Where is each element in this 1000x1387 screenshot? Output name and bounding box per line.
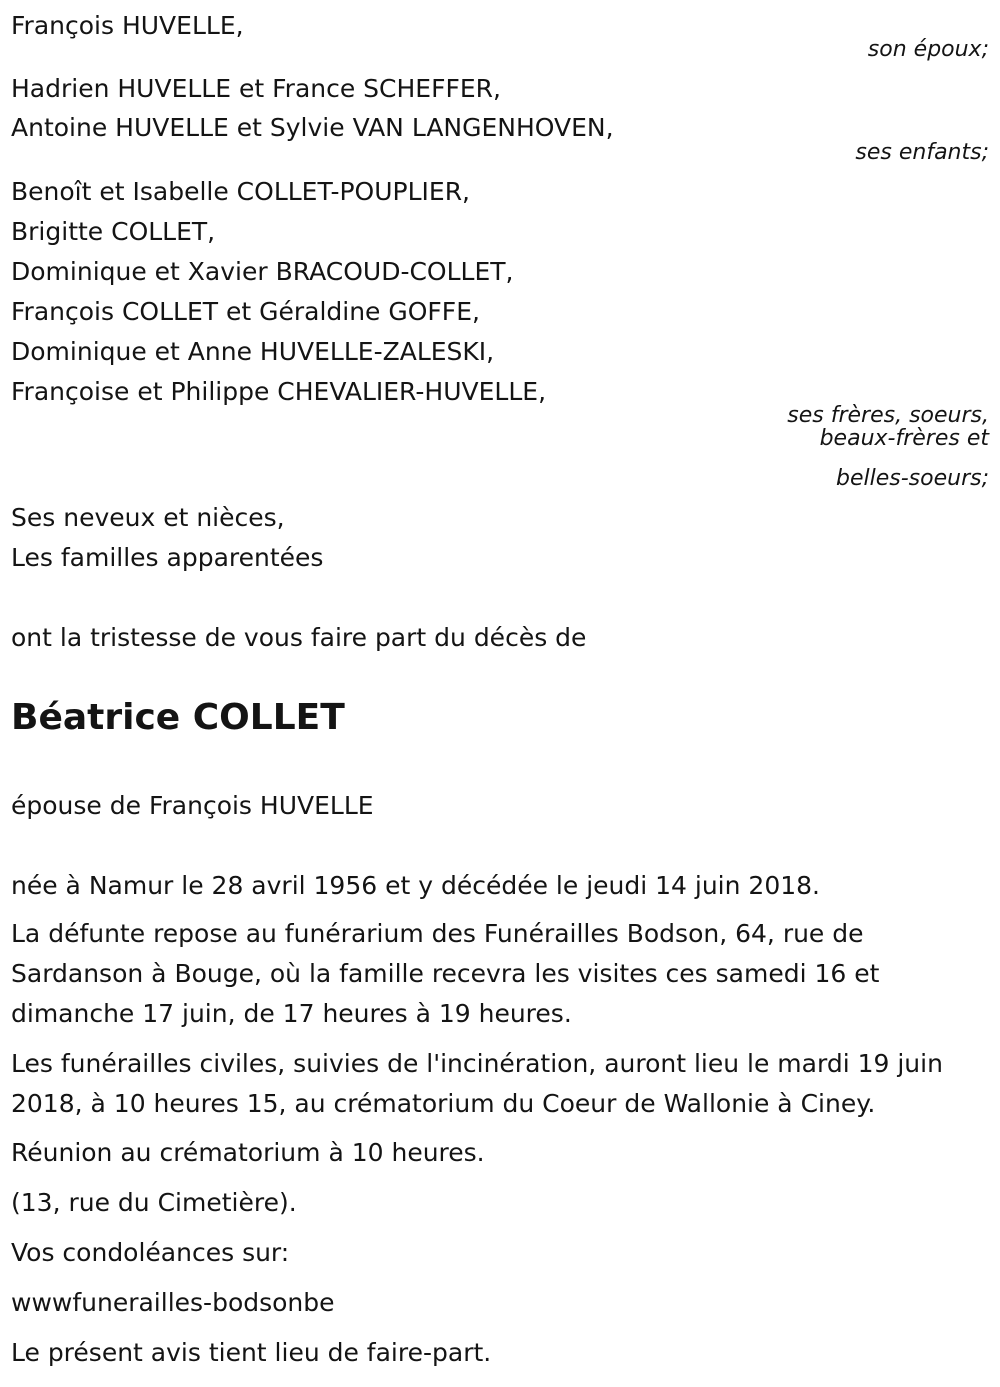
sibling-line-6: Françoise et Philippe CHEVALIER-HUVELLE, [11, 377, 547, 406]
sibling-line-3: Dominique et Xavier BRACOUD-COLLET, [11, 257, 514, 286]
visitation-paragraph [11, 914, 991, 1034]
siblings-role-line-1: ses frères, soeurs, [787, 403, 989, 428]
condolences-website: wwwfunerailles-bodsonbe [11, 1288, 335, 1317]
closing-note: Le présent avis tient lieu de faire-part. [11, 1338, 492, 1367]
extended-family-line-1: Ses neveux et nièces, [11, 503, 285, 532]
deceased-name: Béatrice COLLET [11, 697, 345, 738]
sibling-line-1: Benoît et Isabelle COLLET-POUPLIER, [11, 177, 471, 206]
child-line-2: Antoine HUVELLE et Sylvie VAN LANGENHOVEN, [11, 113, 614, 142]
spouse-role: son époux; [867, 37, 989, 62]
meeting-info: Réunion au crématorium à 10 heures. [11, 1138, 485, 1167]
child-line-1: Hadrien HUVELLE et France SCHEFFER, [11, 74, 501, 103]
announcement: ont la tristesse de vous faire part du décès de [11, 623, 587, 652]
siblings-role-line-3: belles-soeurs; [836, 466, 989, 491]
siblings-role-line-2: beaux-frères et [819, 426, 989, 451]
children-role: ses enfants; [855, 140, 989, 165]
sibling-line-4: François COLLET et Géraldine GOFFE, [11, 297, 480, 326]
sibling-line-2: Brigitte COLLET, [11, 217, 216, 246]
funeral-line-2: 2018, à 10 heures 15, au crématorium du Coeur de Wallonie à Ciney. [11, 1089, 876, 1118]
address: (13, rue du Cimetière). [11, 1188, 297, 1217]
extended-family-line-2: Les familles apparentées [11, 543, 324, 572]
birth-death: née à Namur le 28 avril 1956 et y décédée le jeudi 14 juin 2018. [11, 871, 820, 900]
visitation-line-3: dimanche 17 juin, de 17 heures à 19 heures. [11, 999, 572, 1028]
visitation-line-2: Sardanson à Bouge, où la famille recevra les visites ces samedi 16 et [11, 959, 880, 988]
relation: épouse de François HUVELLE [11, 791, 374, 820]
funeral-line-1: Les funérailles civiles, suivies de l'incinération, auront lieu le mardi 19 juin [11, 1049, 943, 1078]
spouse-name: François HUVELLE, [11, 11, 244, 40]
visitation-line-1: La défunte repose au funérarium des Funérailles Bodson, 64, rue de [11, 919, 864, 948]
condolences-label: Vos condoléances sur: [11, 1238, 290, 1267]
funeral-paragraph [11, 1044, 991, 1124]
sibling-line-5: Dominique et Anne HUVELLE-ZALESKI, [11, 337, 495, 366]
